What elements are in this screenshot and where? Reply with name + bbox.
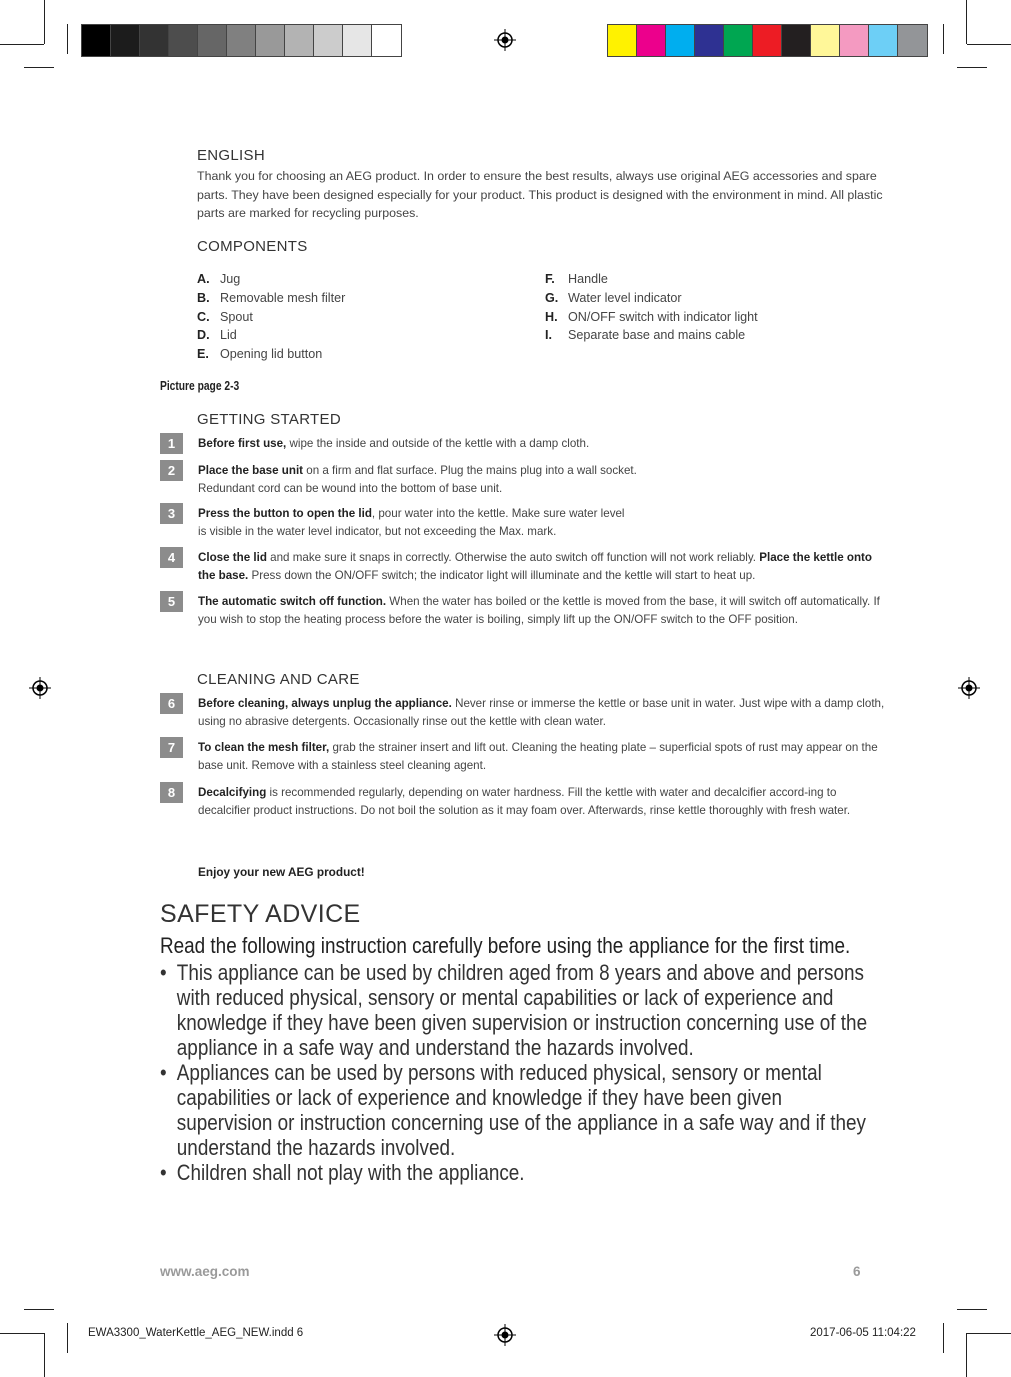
color-swatch <box>343 25 372 56</box>
component-item: A. Jug <box>197 272 241 286</box>
safety-heading: SAFETY ADVICE <box>160 900 361 928</box>
step-number-badge: 7 <box>160 737 183 758</box>
color-swatch <box>608 25 637 56</box>
color-swatch <box>782 25 811 56</box>
color-swatch <box>811 25 840 56</box>
component-item: D. Lid <box>197 328 237 343</box>
color-swatch <box>256 25 285 56</box>
color-swatch <box>140 25 169 56</box>
slug-filename: EWA3300_WaterKettle_AEG_NEW.indd 6 <box>88 1327 304 1339</box>
color-swatch <box>724 25 753 56</box>
color-swatch <box>898 25 927 56</box>
step-number-badge: 8 <box>160 782 183 803</box>
enjoy-message: Enjoy your new AEG product! <box>198 865 365 879</box>
gray-swatch-bar <box>81 24 402 57</box>
components-list-left <box>197 270 345 364</box>
safety-bullet: • Appliances can be used by persons with reduced physical, sensory or mental capabilities or lack of experience and knowledge if they have been given supervision or instruction concerning use of the appliance in a safe way and if they understand the hazards involved. <box>160 1060 867 1160</box>
registration-mark-icon <box>494 29 516 51</box>
registration-mark-icon <box>958 677 980 699</box>
color-swatch <box>753 25 782 56</box>
safety-lead: Read the following instruction carefully before using the appliance for the first time. <box>160 933 851 958</box>
safety-bullet: • Children shall not play with the appliance. <box>160 1160 525 1185</box>
color-swatch <box>198 25 227 56</box>
component-item: C. Spout <box>197 309 253 324</box>
slug-timestamp: 2017-06-05 11:04:22 <box>810 1327 916 1339</box>
getting-started-heading: GETTING STARTED <box>197 411 341 428</box>
component-item: F. Handle <box>545 272 608 286</box>
step-number-badge: 2 <box>160 460 183 481</box>
color-swatch <box>666 25 695 56</box>
color-swatch <box>227 25 256 56</box>
cleaning-heading: CLEANING AND CARE <box>197 671 360 688</box>
color-swatch <box>285 25 314 56</box>
color-swatch <box>869 25 898 56</box>
color-swatch-bar <box>607 24 928 57</box>
color-swatch <box>637 25 666 56</box>
color-swatch <box>169 25 198 56</box>
step-number-badge: 5 <box>160 591 183 612</box>
color-swatch <box>695 25 724 56</box>
step-number-badge: 4 <box>160 547 183 568</box>
components-list-right <box>545 270 758 345</box>
component-item: G. Water level indicator <box>545 290 682 305</box>
step-number-badge: 6 <box>160 693 183 714</box>
registration-mark-icon <box>494 1324 516 1346</box>
color-swatch <box>111 25 140 56</box>
step-number-badge: 3 <box>160 503 183 524</box>
safety-bullet: • This appliance can be used by children aged from 8 years and above and persons with reduced physical, sensory or mental capabilities or lack of experience and knowledge if they have been given supervision or instruction concerning use of the appliance in a safe way and understand the hazards involved. <box>160 960 868 1060</box>
language-heading: ENGLISH <box>197 147 265 164</box>
color-swatch <box>314 25 343 56</box>
component-item: B. Removable mesh filter <box>197 290 346 305</box>
component-item: I. Separate base and mains cable <box>545 328 746 343</box>
components-heading: COMPONENTS <box>197 238 308 255</box>
page-number: 6 <box>853 1264 861 1279</box>
color-swatch <box>82 25 111 56</box>
component-item: E. Opening lid button <box>197 347 323 362</box>
color-swatch <box>372 25 401 56</box>
step-number-badge: 1 <box>160 433 183 454</box>
registration-mark-icon <box>29 677 51 699</box>
picture-page-reference: Picture page 2-3 <box>160 379 240 393</box>
component-item: H. ON/OFF switch with indicator light <box>545 309 758 324</box>
color-swatch <box>840 25 869 56</box>
footer-url[interactable]: www.aeg.com <box>160 1264 250 1279</box>
intro-paragraph: Thank you for choosing an AEG product. In order to ensure the best results, always use original AEG accessories and spare parts. They have been designed especially for your product. This product is designed with the environment in mind. All plastic parts are marked for recycling purposes. <box>197 169 883 220</box>
